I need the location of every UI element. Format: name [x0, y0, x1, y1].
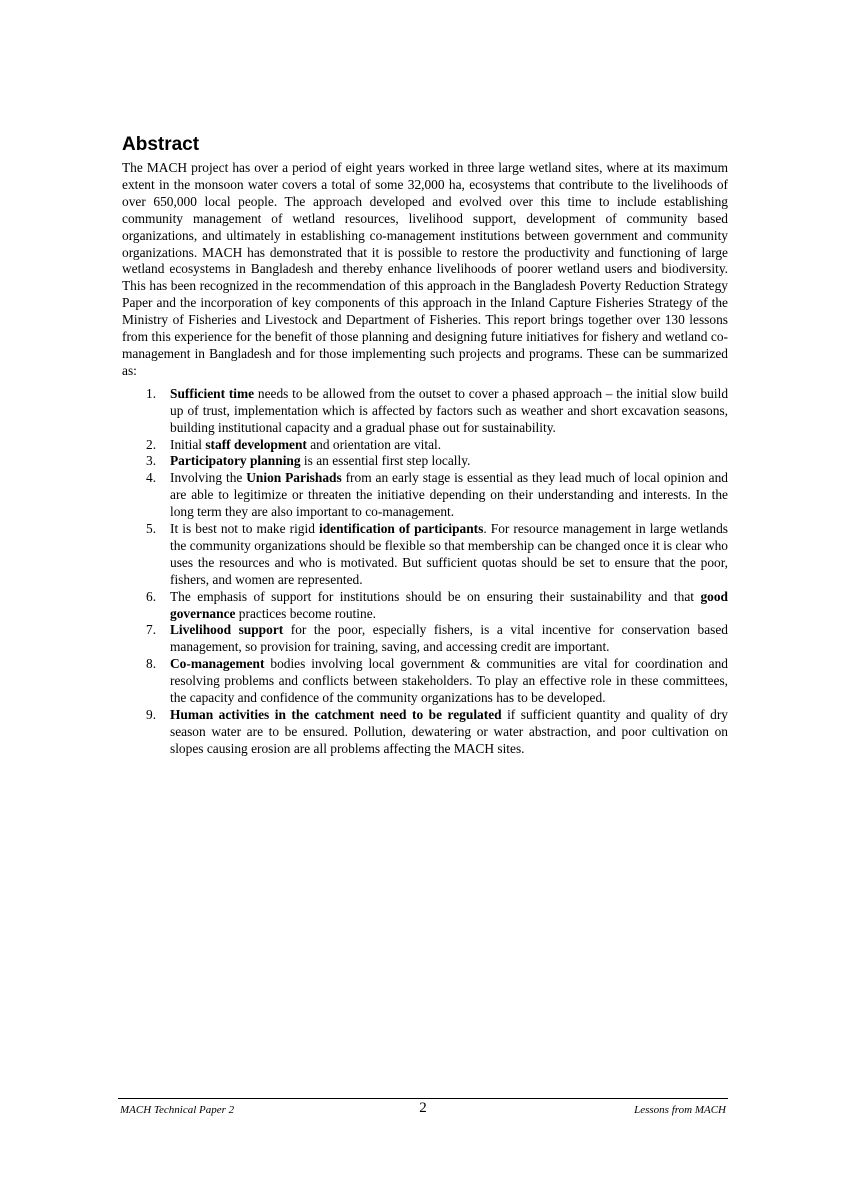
list-bold-term: identification of participants — [318, 521, 484, 537]
list-text-after: practices become routine. — [235, 605, 376, 621]
list-bold-term: Participatory planning — [170, 453, 301, 469]
list-text-after: for the poor, especially fishers, is a vital incentive for conservation based management, so provision for training, saving, and accessing credit are important. — [170, 622, 728, 655]
list-number: 9. — [146, 707, 157, 722]
footer-report-title: Lessons from MACH — [634, 1104, 726, 1116]
page-footer — [118, 1098, 728, 1123]
list-text-before: The emphasis of support for institutions should be on ensuring their sustainability and that — [170, 588, 701, 604]
list-item — [122, 589, 728, 623]
list-text-after: . For resource management in large wetlands the community organizations should be flexible so that membership can be changed once it is clear who uses the resources and who is motivated. But sufficient quotas should be set to ensure that the poor, fishers, and women are represented. — [170, 521, 728, 587]
list-text-before: Involving the — [170, 470, 247, 486]
lessons-list — [122, 386, 728, 758]
list-text-after: needs to be allowed from the outset to cover a phased approach – the initial slow build up of trust, implementation which is affected by factors such as weather and short excavation seasons, building institutional capacity and a gradual phase out for sustainability. — [170, 385, 729, 435]
list-item — [122, 707, 728, 758]
list-bold-term: Sufficient time — [170, 385, 255, 401]
list-text-after: and orientation are vital. — [306, 436, 442, 452]
list-number: 6. — [146, 588, 157, 604]
abstract-paragraph: The MACH project has over a period of eight years worked in three large wetland sites, where at its maximum extent in the monsoon water covers a total of some 32,000 ha, ecosystems that contribute to the livelihoods of over 650,000 local people. The approach developed and evolved over this time to include establishing community management of wetland resources, livelihood support, development of community based organizations, and ultimately in establishing co-management institutions between government and community organizations. MACH has demonstrated that it is possible to restore the productivity and functioning of large wetland ecosystems in Bangladesh and thereby enhance livelihoods of poorer wetland users and biodiversity. This has been recognized in the recommendation of this approach in the Bangladesh Poverty Reduction Strategy Paper and the incorporation of key components of this approach in the Inland Capture Fisheries Strategy of the Ministry of Fisheries and Livestock and Department of Fisheries. This report brings together over 130 lessons from this experience for the benefit of those planning and designing future initiatives for fishery and wetland co-management in Bangladesh and for those implementing such projects and programs. These can be summarized as: — [122, 160, 728, 378]
list-bold-term: Human activities in the catchment need to be regulated — [170, 707, 502, 722]
list-text-after: is an essential first step locally. — [300, 453, 471, 469]
list-item — [122, 521, 728, 589]
list-bold-term: Livelihood support — [170, 622, 284, 638]
list-item — [122, 453, 728, 470]
list-number: 1. — [146, 385, 157, 401]
list-text-after: if sufficient quantity and quality of dry season water are to be ensured. Pollution, dewatering or water abstraction, and poor cultivation on slopes causing erosion are all problems affecting the MACH sites. — [170, 707, 728, 756]
list-item — [122, 437, 728, 454]
list-text-before: It is best not to make rigid — [170, 521, 319, 537]
list-text-after: from an early stage is essential as they lead much of local opinion and are able to legitimize or threaten the initiative depending on their understanding and interests. In the long term they are also important to co-management. — [170, 470, 728, 520]
list-item — [122, 622, 728, 656]
section-heading: Abstract — [122, 134, 200, 155]
list-number: 3. — [146, 453, 157, 469]
list-number: 2. — [146, 436, 157, 452]
list-item — [122, 656, 728, 707]
list-bold-term: Co-management — [170, 656, 265, 672]
list-bold-term: Union Parishads — [246, 470, 342, 486]
list-bold-term: good governance — [170, 588, 728, 621]
list-number: 7. — [146, 622, 157, 638]
page-content — [122, 134, 728, 758]
footer-document-title: MACH Technical Paper 2 — [120, 1104, 235, 1116]
list-number: 5. — [146, 521, 157, 537]
list-text-before: Initial — [170, 436, 206, 452]
list-text-after: bodies involving local government & communities are vital for coordination and resolving problems and conflicts between stakeholders. To play an effective role in these committees, the capacity and confidence of the community organizations has to be developed. — [170, 656, 728, 706]
list-item — [122, 386, 728, 437]
list-number: 8. — [146, 656, 157, 672]
page-number: 2 — [419, 1100, 427, 1116]
list-bold-term: staff development — [205, 436, 307, 452]
list-number: 4. — [146, 470, 157, 486]
list-item — [122, 470, 728, 521]
